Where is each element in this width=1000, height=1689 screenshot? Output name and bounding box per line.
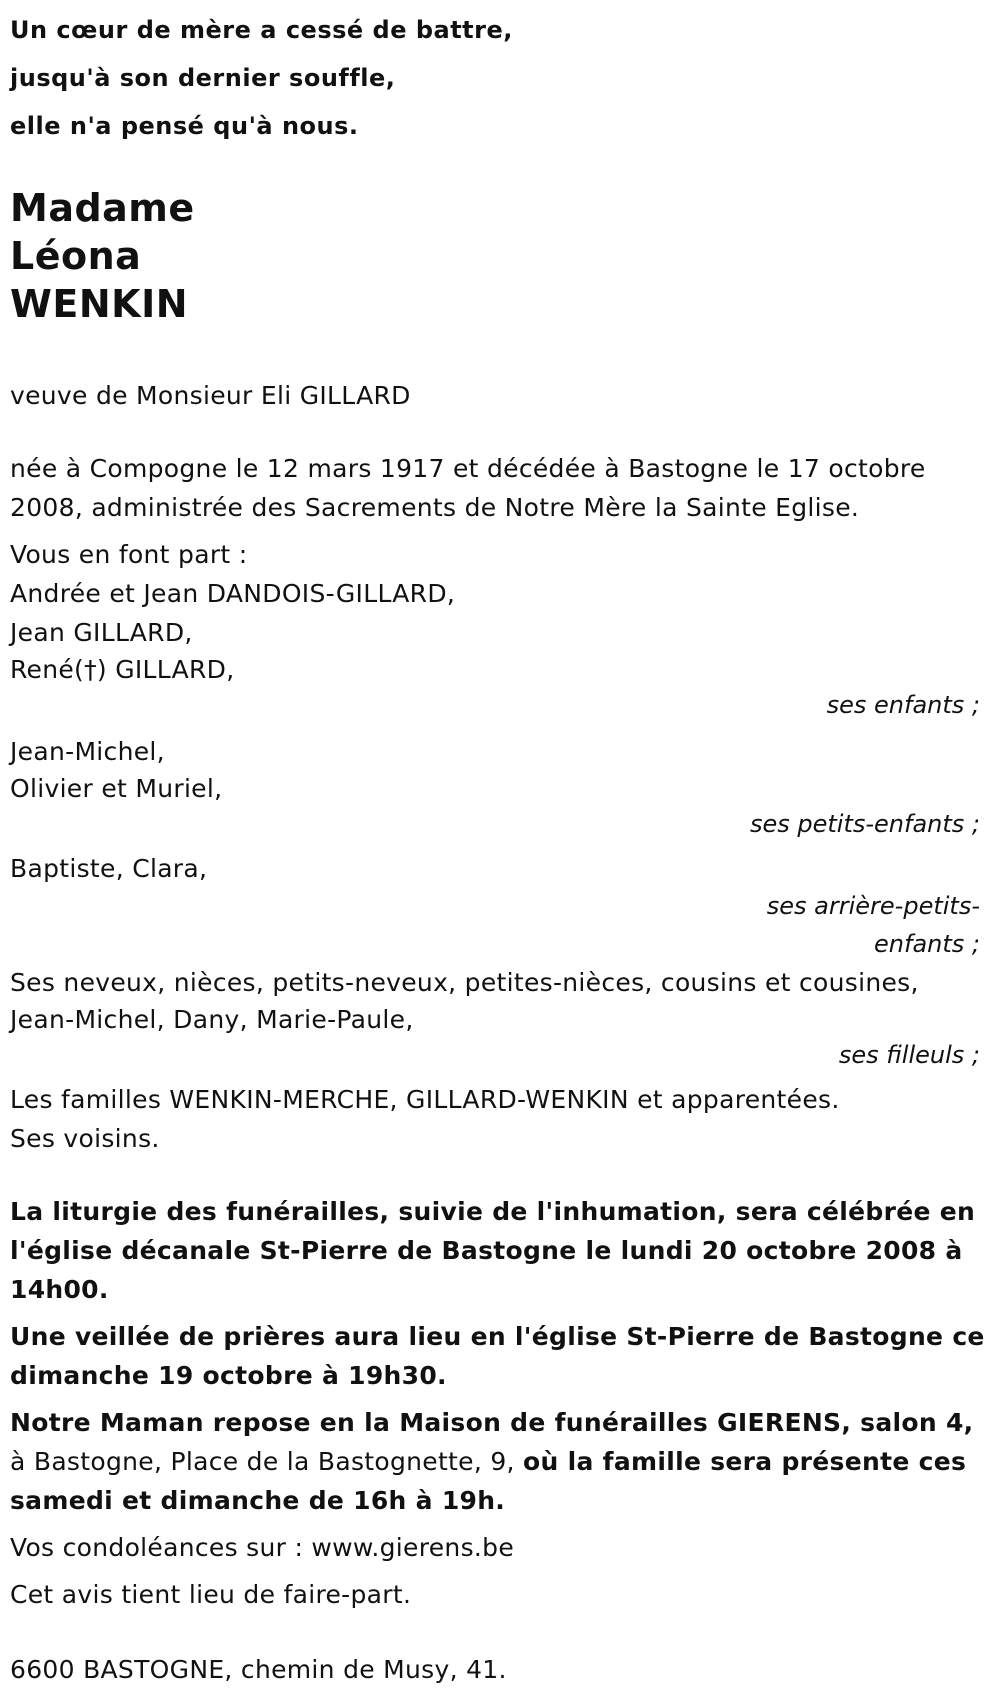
announce-intro: Vous en font part :: [10, 540, 248, 569]
families-section: [10, 1080, 990, 1158]
notice: Cet avis tient lieu de faire-part.: [10, 1580, 412, 1609]
deceased-first-name: Léona: [10, 234, 142, 278]
condolences: Vos condoléances sur : www.gierens.be: [10, 1533, 514, 1562]
grandchild-name: Olivier et Muriel,: [10, 774, 223, 803]
grandchildren-section: [10, 732, 990, 841]
deceased-title: Madame: [10, 186, 195, 230]
godchildren-relation: ses filleuls ;: [838, 1041, 980, 1069]
birth-death: née à Compogne le 12 mars 1917 et décédée à Bastogne le 17 octobre 2008, administrée des Sacrements de Notre Mère la Sainte Eglise.: [10, 454, 926, 522]
epigraph-line: Un cœur de mère a cessé de battre,: [10, 16, 513, 44]
epigraph-line: elle n'a pensé qu'à nous.: [10, 112, 359, 140]
child-name: René(†) GILLARD,: [10, 655, 235, 684]
godchild-names: Jean-Michel, Dany, Marie-Paule,: [10, 1005, 414, 1034]
children-section: [10, 535, 990, 722]
extended-family-section: [10, 963, 990, 1072]
epigraph-line: jusqu'à son dernier souffle,: [10, 64, 396, 92]
deceased-last-name: WENKIN: [10, 282, 189, 326]
deceased-name: [10, 184, 990, 328]
neighbours: Ses voisins.: [10, 1124, 160, 1153]
great-grandchildren-section: [10, 851, 990, 963]
repose-info: [10, 1403, 990, 1520]
child-name: Andrée et Jean DANDOIS-GILLARD,: [10, 579, 456, 608]
families: Les familles WENKIN-MERCHE, GILLARD-WENKIN et apparentées.: [10, 1085, 840, 1114]
widow-of: veuve de Monsieur Eli GILLARD: [10, 381, 411, 410]
grandchildren-relation: ses petits-enfants ;: [749, 810, 980, 838]
repose-part3: où la famille sera présente ces samedi et dimanche de 16h à 19h.: [10, 1447, 967, 1515]
grandchild-name: Jean-Michel,: [10, 737, 165, 766]
repose-part2: à Bastogne, Place de la Bastognette, 9,: [10, 1447, 524, 1476]
extended-family: Ses neveux, nièces, petits-neveux, petites-nièces, cousins et cousines,: [10, 968, 919, 997]
children-relation: ses enfants ;: [826, 691, 980, 719]
address: 6600 BASTOGNE, chemin de Musy, 41.: [10, 1655, 507, 1684]
vigil-info: Une veillée de prières aura lieu en l'église St-Pierre de Bastogne ce dimanche 19 octobre à 19h30.: [10, 1322, 985, 1390]
child-name: Jean GILLARD,: [10, 618, 193, 647]
epigraph: [10, 0, 990, 150]
liturgy-info: La liturgie des funérailles, suivie de l'inhumation, sera célébrée en l'église décanale St-Pierre de Bastogne le lundi 20 octobre 2008 à 14h00.: [10, 1197, 976, 1304]
great-grandchild-name: Baptiste, Clara,: [10, 854, 208, 883]
repose-part1: Notre Maman repose en la Maison de funérailles GIERENS, salon 4,: [10, 1408, 974, 1437]
great-grandchildren-relation: ses arrière-petits-enfants ;: [766, 892, 980, 958]
